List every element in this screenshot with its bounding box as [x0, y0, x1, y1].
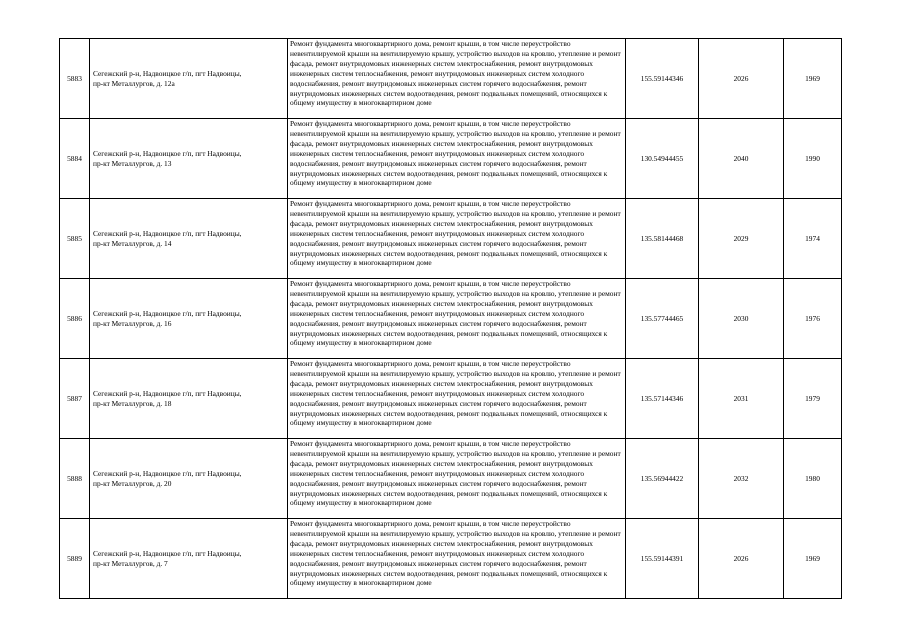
address-line: пр-кт Металлургов, д. 12а	[93, 78, 175, 88]
row-number: 5884	[60, 119, 90, 199]
cost-cell: 135.57144346	[626, 359, 699, 439]
address-line: Сегежский р-н, Надвоицкое г/п, пгт Надвоицы,	[93, 228, 242, 238]
works-cell	[288, 119, 626, 199]
planned-year-cell: 2026	[699, 519, 784, 599]
address-cell	[90, 119, 288, 199]
address-cell	[90, 199, 288, 279]
table-row	[60, 359, 842, 439]
address-cell	[90, 359, 288, 439]
table-row	[60, 439, 842, 519]
works-text: Ремонт фундамента многоквартирного дома, ремонт крыши, в том числе переустройство невентилируемой крыши на вентилируемую крышу, устройство выходов на кровлю, утепление и ремонт фасада, ремонт внутридомовых инженерных систем электроснабжения, ремонт внутридомовых инженерных систем теплоснабжения, ремонт внутридомовых инженерных систем холодного водоснабжения, ремонт внутридомовых инженерных систем горячего водоснабжения, ремонт внутридомовых инженерных систем водоотведения, ремонт подвальных помещений, относящихся к общему имуществу в многоквартирном доме	[290, 119, 621, 188]
cost-cell: 135.58144468	[626, 199, 699, 279]
table-row	[60, 279, 842, 359]
build-year-cell: 1980	[784, 439, 842, 519]
address-cell	[90, 279, 288, 359]
address-line: Сегежский р-н, Надвоицкое г/п, пгт Надвоицы,	[93, 388, 242, 398]
works-text: Ремонт фундамента многоквартирного дома, ремонт крыши, в том числе переустройство невентилируемой крыши на вентилируемую крышу, устройство выходов на кровлю, утепление и ремонт фасада, ремонт внутридомовых инженерных систем электроснабжения, ремонт внутридомовых инженерных систем теплоснабжения, ремонт внутридомовых инженерных систем холодного водоснабжения, ремонт внутридомовых инженерных систем горячего водоснабжения, ремонт внутридомовых инженерных систем водоотведения, ремонт подвальных помещений, относящихся к общему имуществу в многоквартирном доме	[290, 199, 621, 268]
build-year-cell: 1974	[784, 199, 842, 279]
works-cell	[288, 439, 626, 519]
address-line: пр-кт Металлургов, д. 14	[93, 238, 172, 248]
row-number: 5889	[60, 519, 90, 599]
address-line: пр-кт Металлургов, д. 16	[93, 318, 172, 328]
works-cell	[288, 199, 626, 279]
planned-year-cell: 2031	[699, 359, 784, 439]
address-cell	[90, 439, 288, 519]
row-number: 5888	[60, 439, 90, 519]
address-cell	[90, 519, 288, 599]
table-row	[60, 119, 842, 199]
table-body	[60, 39, 842, 599]
table-row	[60, 39, 842, 119]
planned-year-cell: 2026	[699, 39, 784, 119]
cost-cell: 130.54944455	[626, 119, 699, 199]
build-year-cell: 1969	[784, 39, 842, 119]
address-line: Сегежский р-н, Надвоицкое г/п, пгт Надвоицы,	[93, 308, 242, 318]
works-cell	[288, 519, 626, 599]
row-number: 5883	[60, 39, 90, 119]
table-row	[60, 199, 842, 279]
planned-year-cell: 2040	[699, 119, 784, 199]
cost-cell: 155.59144391	[626, 519, 699, 599]
address-line: Сегежский р-н, Надвоицкое г/п, пгт Надвоицы,	[93, 548, 242, 558]
works-cell	[288, 39, 626, 119]
address-line: Сегежский р-н, Надвоицкое г/п, пгт Надвоицы,	[93, 68, 242, 78]
cost-cell: 155.59144346	[626, 39, 699, 119]
address-line: Сегежский р-н, Надвоицкое г/п, пгт Надвоицы,	[93, 468, 242, 478]
address-line: Сегежский р-н, Надвоицкое г/п, пгт Надвоицы,	[93, 148, 242, 158]
address-line: пр-кт Металлургов, д. 7	[93, 558, 168, 568]
build-year-cell: 1990	[784, 119, 842, 199]
row-number: 5887	[60, 359, 90, 439]
works-cell	[288, 359, 626, 439]
build-year-cell: 1976	[784, 279, 842, 359]
planned-year-cell: 2029	[699, 199, 784, 279]
planned-year-cell: 2032	[699, 439, 784, 519]
address-line: пр-кт Металлургов, д. 13	[93, 158, 172, 168]
row-number: 5885	[60, 199, 90, 279]
address-line: пр-кт Металлургов, д. 18	[93, 398, 172, 408]
table-row	[60, 519, 842, 599]
row-number: 5886	[60, 279, 90, 359]
works-cell	[288, 279, 626, 359]
address-cell	[90, 39, 288, 119]
cost-cell: 135.57744465	[626, 279, 699, 359]
works-text: Ремонт фундамента многоквартирного дома, ремонт крыши, в том числе переустройство невентилируемой крыши на вентилируемую крышу, устройство выходов на кровлю, утепление и ремонт фасада, ремонт внутридомовых инженерных систем электроснабжения, ремонт внутридомовых инженерных систем теплоснабжения, ремонт внутридомовых инженерных систем холодного водоснабжения, ремонт внутридомовых инженерных систем горячего водоснабжения, ремонт внутридомовых инженерных систем водоотведения, ремонт подвальных помещений, относящихся к общему имуществу в многоквартирном доме	[290, 519, 621, 588]
build-year-cell: 1969	[784, 519, 842, 599]
works-text: Ремонт фундамента многоквартирного дома, ремонт крыши, в том числе переустройство невентилируемой крыши на вентилируемую крышу, устройство выходов на кровлю, утепление и ремонт фасада, ремонт внутридомовых инженерных систем электроснабжения, ремонт внутридомовых инженерных систем теплоснабжения, ремонт внутридомовых инженерных систем холодного водоснабжения, ремонт внутридомовых инженерных систем горячего водоснабжения, ремонт внутридомовых инженерных систем водоотведения, ремонт подвальных помещений, относящихся к общему имуществу в многоквартирном доме	[290, 279, 621, 348]
planned-year-cell: 2030	[699, 279, 784, 359]
build-year-cell: 1979	[784, 359, 842, 439]
capital-repair-table	[59, 38, 842, 599]
works-text: Ремонт фундамента многоквартирного дома, ремонт крыши, в том числе переустройство невентилируемой крыши на вентилируемую крышу, устройство выходов на кровлю, утепление и ремонт фасада, ремонт внутридомовых инженерных систем электроснабжения, ремонт внутридомовых инженерных систем теплоснабжения, ремонт внутридомовых инженерных систем холодного водоснабжения, ремонт внутридомовых инженерных систем горячего водоснабжения, ремонт внутридомовых инженерных систем водоотведения, ремонт подвальных помещений, относящихся к общему имуществу в многоквартирном доме	[290, 439, 621, 508]
works-text: Ремонт фундамента многоквартирного дома, ремонт крыши, в том числе переустройство невентилируемой крыши на вентилируемую крышу, устройство выходов на кровлю, утепление и ремонт фасада, ремонт внутридомовых инженерных систем электроснабжения, ремонт внутридомовых инженерных систем теплоснабжения, ремонт внутридомовых инженерных систем холодного водоснабжения, ремонт внутридомовых инженерных систем горячего водоснабжения, ремонт внутридомовых инженерных систем водоотведения, ремонт подвальных помещений, относящихся к общему имуществу в многоквартирном доме	[290, 359, 621, 428]
works-text: Ремонт фундамента многоквартирного дома, ремонт крыши, в том числе переустройство невентилируемой крыши на вентилируемую крышу, устройство выходов на кровлю, утепление и ремонт фасада, ремонт внутридомовых инженерных систем электроснабжения, ремонт внутридомовых инженерных систем теплоснабжения, ремонт внутридомовых инженерных систем холодного водоснабжения, ремонт внутридомовых инженерных систем горячего водоснабжения, ремонт внутридомовых инженерных систем водоотведения, ремонт подвальных помещений, относящихся к общему имуществу в многоквартирном доме	[290, 39, 621, 108]
address-line: пр-кт Металлургов, д. 20	[93, 478, 172, 488]
cost-cell: 135.56944422	[626, 439, 699, 519]
